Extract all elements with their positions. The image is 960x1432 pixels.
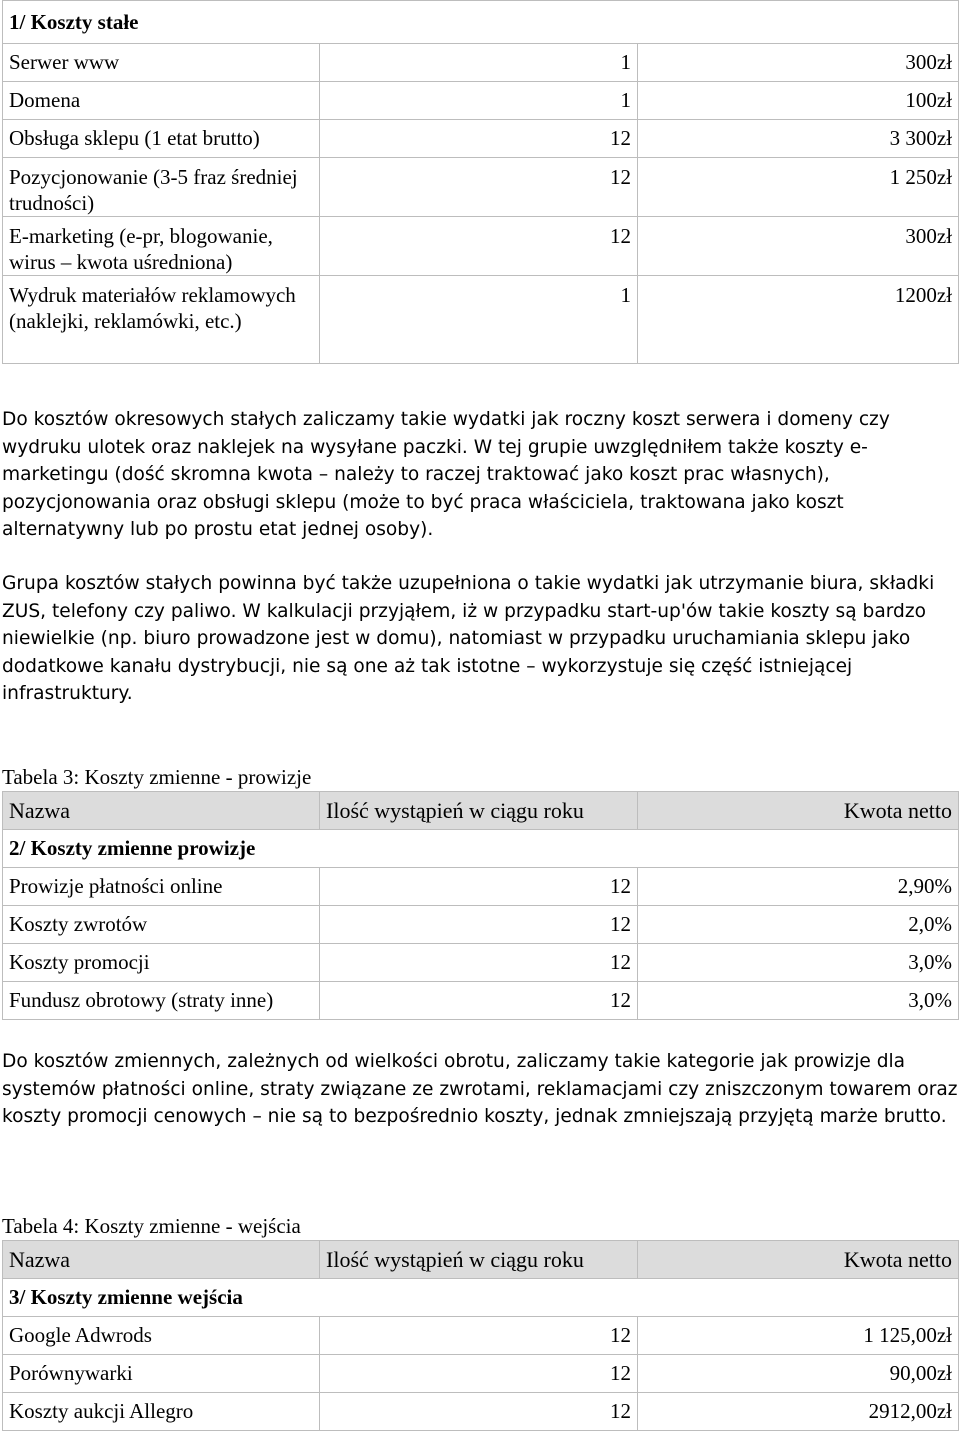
- row-qty: 12: [320, 1317, 638, 1355]
- header-name: Nazwa: [3, 1241, 320, 1279]
- row-qty: 12: [320, 906, 638, 944]
- table-caption: Tabela 3: Koszty zmienne - prowizje: [2, 765, 312, 789]
- row-amount: 3,0%: [638, 982, 959, 1020]
- row-amount: 1 250zł: [638, 158, 959, 217]
- table-row: [3, 44, 959, 82]
- row-name: Pozycjonowanie (3-5 fraz średniej trudności): [3, 158, 320, 217]
- row-amount: 2912,00zł: [638, 1393, 959, 1431]
- row-name: Serwer www: [3, 44, 320, 82]
- table-section-row: [3, 830, 959, 868]
- table-section-row: [3, 1, 959, 44]
- header-qty: Ilość wystąpień w ciągu roku: [320, 1241, 638, 1279]
- table-row: [3, 1393, 959, 1431]
- row-amount: 2,0%: [638, 906, 959, 944]
- row-name: Porównywarki: [3, 1355, 320, 1393]
- row-qty: 12: [320, 868, 638, 906]
- row-amount: 300zł: [638, 44, 959, 82]
- section-title: 3/ Koszty zmienne wejścia: [3, 1279, 959, 1317]
- section-title: 2/ Koszty zmienne prowizje: [3, 830, 959, 868]
- table-row: [3, 906, 959, 944]
- row-name: E-marketing (e-pr, blogowanie, wirus – kwota uśredniona): [3, 217, 320, 276]
- variable-costs-commissions-table: [2, 791, 959, 1020]
- header-qty: Ilość wystąpień w ciągu roku: [320, 792, 638, 830]
- row-name: Wydruk materiałów reklamowych (naklejki, reklamówki, etc.): [3, 276, 320, 364]
- table-row: [3, 120, 959, 158]
- row-name: Koszty zwrotów: [3, 906, 320, 944]
- row-name: Obsługa sklepu (1 etat brutto): [3, 120, 320, 158]
- row-amount: 90,00zł: [638, 1355, 959, 1393]
- section-title: 1/ Koszty stałe: [3, 1, 959, 44]
- row-amount: 2,90%: [638, 868, 959, 906]
- paragraph-fixed-costs-extra: Grupa kosztów stałych powinna być także uzupełniona o takie wydatki jak utrzymanie biura, składki ZUS, telefony czy paliwo. W kalkulacji przyjąłem, iż w przypadku start-up'ów takie koszty są bardzo niewielkie (np. biuro prowadzone jest w domu), natomiast w przypadku uruchamiania sklepu jako dodatkowe kanału dystrybucji, nie są one aż tak istotne – wykorzystuje się część istniejącej infrastruktury.: [2, 573, 935, 704]
- table-row: [3, 1355, 959, 1393]
- row-name: Fundusz obrotowy (straty inne): [3, 982, 320, 1020]
- row-amount: 1 125,00zł: [638, 1317, 959, 1355]
- row-qty: 1: [320, 276, 638, 364]
- table-row: [3, 868, 959, 906]
- table-header-row: [3, 792, 959, 830]
- paragraph-variable-costs: Do kosztów zmiennych, zależnych od wielkości obrotu, zaliczamy takie kategorie jak prowizje dla systemów płatności online, straty związane ze zwrotami, reklamacjami czy zniszczonym towarem oraz koszty promocji cenowych – nie są to bezpośrednio koszty, jednak zmniejszają przyjętą marże brutto.: [2, 1051, 958, 1127]
- row-name: Prowizje płatności online: [3, 868, 320, 906]
- header-name: Nazwa: [3, 792, 320, 830]
- row-qty: 12: [320, 120, 638, 158]
- row-amount: 100zł: [638, 82, 959, 120]
- row-qty: 12: [320, 158, 638, 217]
- row-qty: 12: [320, 944, 638, 982]
- header-amount: Kwota netto: [638, 792, 959, 830]
- variable-costs-traffic-table: [2, 1240, 959, 1431]
- row-name: Google Adwrods: [3, 1317, 320, 1355]
- row-qty: 12: [320, 1355, 638, 1393]
- row-amount: 300zł: [638, 217, 959, 276]
- paragraph-fixed-costs: Do kosztów okresowych stałych zaliczamy takie wydatki jak roczny koszt serwera i domeny czy wydruku ulotek oraz naklejek na wysyłane paczki. W tej grupie uwzględniłem także koszty e-marketingu (dość skromna kwota – należy to raczej traktować jako koszt prac własnych), pozycjonowania oraz obsługi sklepu (może to być praca właściciela, traktowana jako koszt alternatywny lub po prostu etat jednej osoby).: [2, 409, 890, 540]
- row-qty: 12: [320, 982, 638, 1020]
- table-header-row: [3, 1241, 959, 1279]
- row-qty: 12: [320, 1393, 638, 1431]
- table-row: [3, 1317, 959, 1355]
- table-row: [3, 276, 959, 364]
- table-section-row: [3, 1279, 959, 1317]
- row-qty: 12: [320, 217, 638, 276]
- fixed-costs-table: [2, 0, 959, 364]
- row-amount: 3 300zł: [638, 120, 959, 158]
- header-amount: Kwota netto: [638, 1241, 959, 1279]
- row-name: Koszty aukcji Allegro: [3, 1393, 320, 1431]
- table-caption: Tabela 4: Koszty zmienne - wejścia: [2, 1214, 301, 1238]
- table-row: [3, 82, 959, 120]
- row-name: Domena: [3, 82, 320, 120]
- table-row: [3, 217, 959, 276]
- row-name: Koszty promocji: [3, 944, 320, 982]
- row-amount: 1200zł: [638, 276, 959, 364]
- table-row: [3, 944, 959, 982]
- row-amount: 3,0%: [638, 944, 959, 982]
- table-row: [3, 982, 959, 1020]
- row-qty: 1: [320, 44, 638, 82]
- row-qty: 1: [320, 82, 638, 120]
- table-row: [3, 158, 959, 217]
